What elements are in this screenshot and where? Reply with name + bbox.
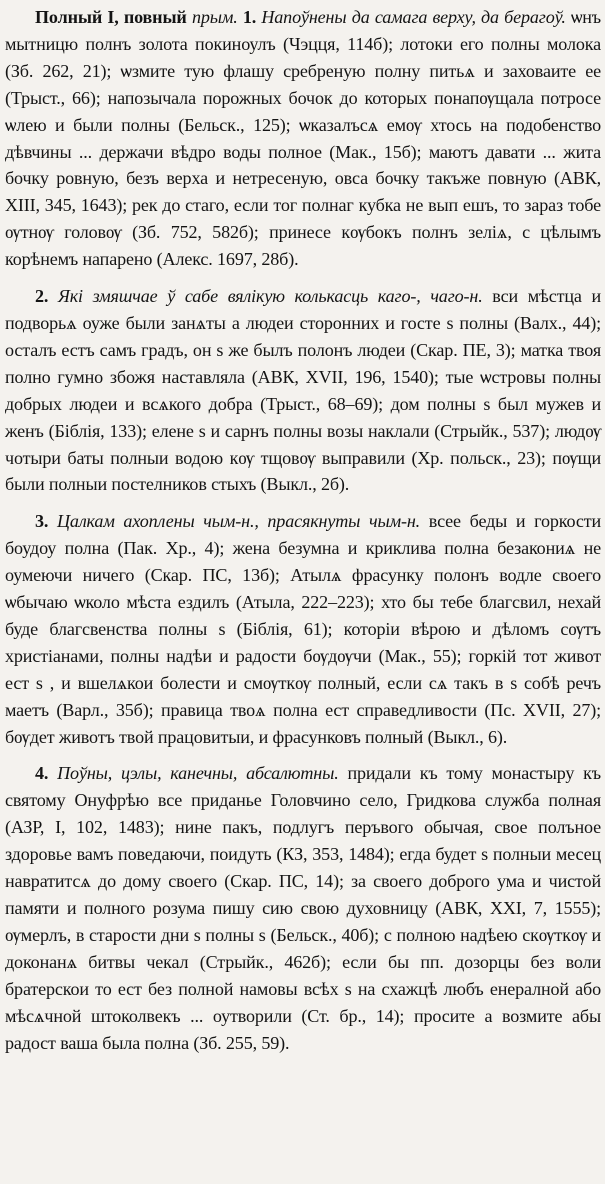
sense-definition: Напоўнены да самага верху, да берагоў.: [261, 7, 566, 27]
sense-number: 4.: [35, 763, 49, 784]
headword: Полный I, повный: [35, 7, 187, 27]
sense-definition: Які змяшчае ў сабе вялікую колькасць каго-, чаго-н.: [58, 286, 483, 307]
sense-1-paragraph: [5, 4, 601, 273]
sense-4-paragraph: [5, 760, 601, 1056]
sense-definition: Цалкам ахоплены чым-н., прасякнуты чым-н.: [57, 511, 421, 532]
sense-3-paragraph: [5, 508, 601, 750]
sense-quotes: вси мѣстца и подворьѧ оуже были занѧты а людеи сторонних и госте s полны (Валх., 44); осталъ естъ самъ градъ, он s же былъ полонъ людеи (Скар. ПЕ, 3); матка твоя полно гумно збожя наставляла (АВК, XVII, 196, 1540); тые ѡстровы полны добрых людеи и всѧкого добра (Трыст., 68–69); дом полны s был мужев и женъ (Біблія, 133); елене s и сарнъ полны возы наклали (Стрыйк., 537); людѹ чотыри баты полныи водою кѹ тщовѹ выправили (Хр. польск., 23); пѹщи были полныи постелников стыхъ (Выкл., 2б).: [5, 286, 602, 495]
sense-quotes: ѡнъ мытницю полнъ золота покиноулъ (Чэцця, 114б); лотоки его полны молока (Зб. 262, 21); ѡзмите тую флашу сребреную полну питьѧ и заховаите ее (Трыст., 66); напозычала порожных бочок до которых понапѹщала потросе ѡлею и были полны (Бельск., 125); ѡказалъсѧ емѹ хтось на подобенство дѣвчины ... держачи вѣдро воды полное (Мак., 15б); маютъ давати ... жита бочку ровную, безъ верха и нетресеную, овса бочку такъже повную (АВК, XIII, 345, 1643); рек до стаго, если тог полнаг кубка не вып eшъ, то зараз тобе ѹтнѹ головѹ (Зб. 752, 582б); принесе кѹбокъ полнъ зелiѧ, с цѣлымъ корѣнемъ напарено (Алекс. 1697, 28б).: [5, 7, 602, 270]
dictionary-page: [5, 4, 601, 1182]
sense-number: 1.: [242, 7, 257, 27]
sense-definition: Поўны, цэлы, канечны, абсалютны.: [57, 763, 339, 784]
sense-quotes: придали къ тому монастыру къ святому Онуфрѣю все приданье Головчино село, Гридкова служба полная (АЗР, I, 102, 1483); нине пакъ, подлугъ перъвого обычая, свое полъное здоровье вамъ поведаючи, поидуть (КЗ, 353, 1484); егда будет s полныи месец навратитсѧ до дому своего (Скар. ПС, 14); за своего доброго ума и чистой памяти и полного розума пишу сию свою духовницу (АВК, XXI, 7, 1555); ѹмерлъ, в старости дни s полны s (Бельск., 40б); с полною надѣею скѹткѹ и доконанѧ битвы чекал (Стрыйк., 462б); если бы пп. дозорцы без воли братерскои то ест без полной намовы всѣх s на схажцѣ любъ енералной або мѣсѧчной штоколвекъ ... оутворили (Ст. бр., 14); просите а возмите абы радост ваша была полна (Зб. 255, 59).: [5, 763, 602, 1053]
sense-2-paragraph: [5, 283, 601, 498]
sense-quotes: всее беды и горкости боудоу полна (Пак. Хр., 4); жена безумна и криклива полна безакониѧ не оумеючи ничего (Скар. ПС, 13б); Атылѧ фрасунку полонъ водле своего ѡбычаю ѡколо мѣста ездилъ (Атыла, 222–223); хто бы тебе благсвил, нехай буде благсвенства полны s (Біблія, 61); которiи вѣрою и дѣломъ сѹтъ христiанами, полны надѣи и радости бѹдѹчи (Мак., 55); горкiй тот живот ест s , и вшелѧкои болести и смѹткѹ полный, если сѧ такъ в s собѣ речъ маетъ (Варл., 35б); правица твоѧ полна ест справедливости (Пс. XVII, 27); бѹдет животъ твой працовитыи, и фрасунковъ полный (Выкл., 6).: [5, 511, 601, 747]
sense-number: 2.: [35, 286, 49, 307]
sense-number: 3.: [35, 511, 49, 532]
pos-label: прым.: [191, 7, 238, 27]
